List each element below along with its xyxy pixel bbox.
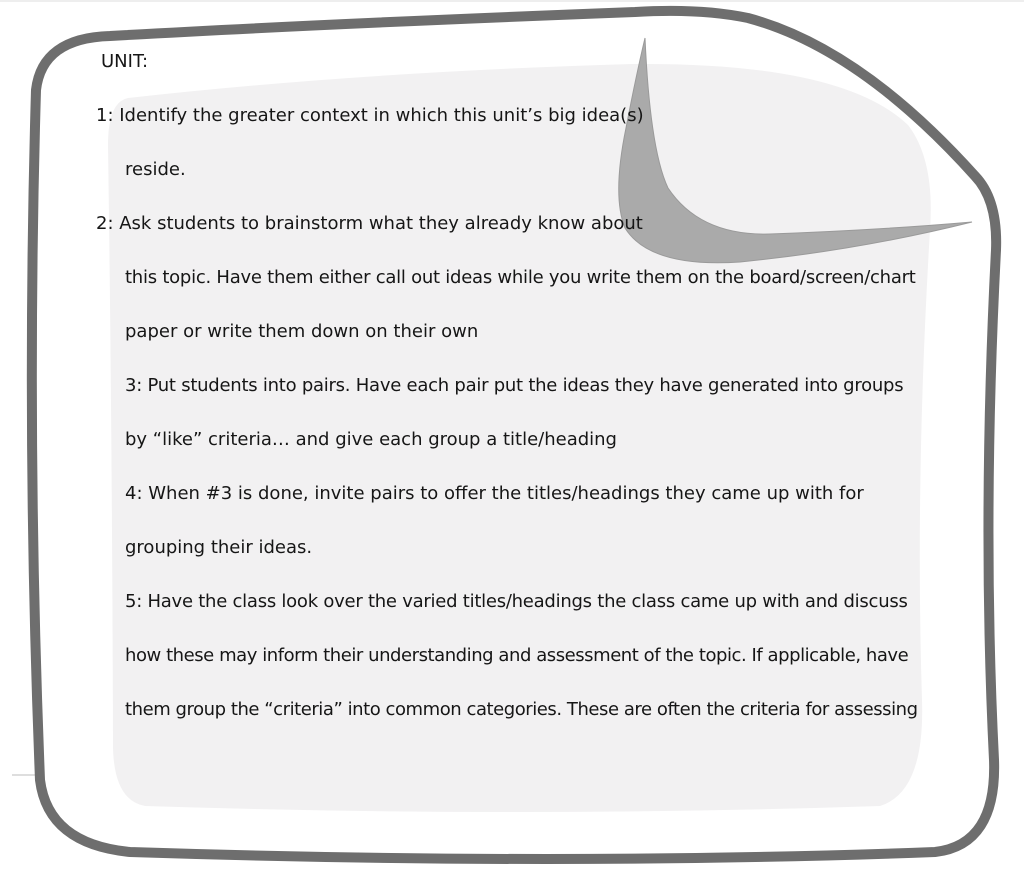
step-2-line-2: this topic. Have them either call out ideas while you write them on the board/screen/chart — [125, 267, 916, 288]
step-4-line-1: 4: When #3 is done, invite pairs to offer the titles/headings they came up with for — [125, 483, 864, 504]
unit-label: UNIT: — [101, 51, 149, 72]
step-3-line-2: by “like” criteria… and give each group a title/heading — [125, 429, 617, 450]
step-4-line-2: grouping their ideas. — [125, 537, 313, 558]
step-1-line-2: reside. — [125, 159, 186, 180]
step-5-line-1: 5: Have the class look over the varied titles/headings the class came up with and discuss — [125, 591, 908, 612]
step-2-line-3: paper or write them down on their own — [125, 321, 479, 342]
step-5-line-2: how these may inform their understanding and assessment of the topic. If applicable, have — [125, 645, 909, 666]
step-2-line-1: 2: Ask students to brainstorm what they already know about — [96, 213, 643, 234]
step-5-line-3: them group the “criteria” into common categories. These are often the criteria for assessing — [125, 699, 918, 720]
step-1-line-1: 1: Identify the greater context in which this unit’s big idea(s) — [96, 105, 644, 126]
step-3-line-1: 3: Put students into pairs. Have each pair put the ideas they have generated into groups — [125, 375, 904, 396]
